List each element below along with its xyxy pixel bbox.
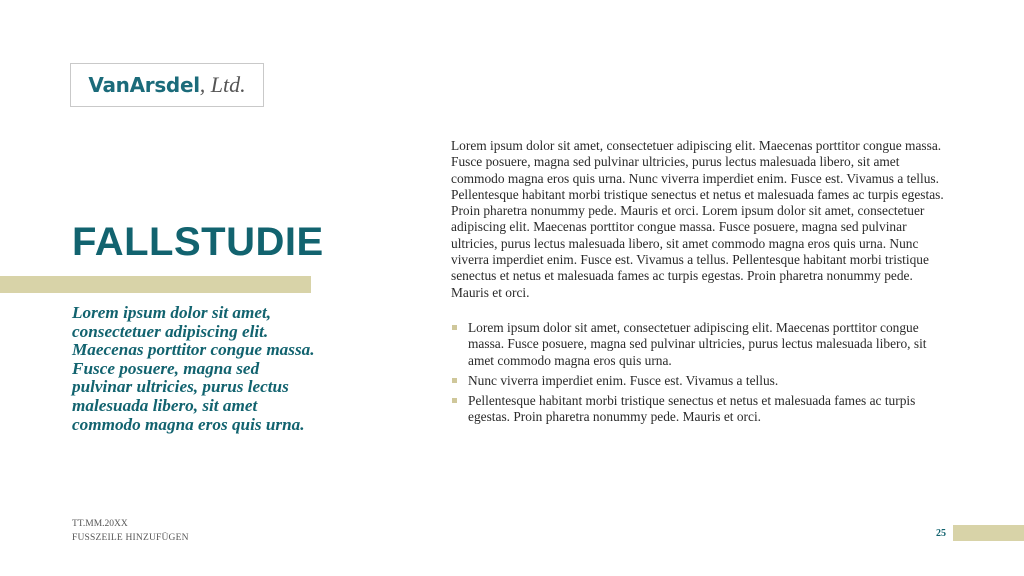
bullet-text: Pellentesque habitant morbi tristique senectus et netus et malesuada fames ac turpis egestas. Proin pharetra nonummy pede. Mauris et orci. <box>468 393 916 425</box>
logo-brand: VanArsdel <box>88 73 200 97</box>
footer-date: TT.MM.20XX <box>72 519 128 529</box>
bullet-list <box>451 320 951 426</box>
title-accent-bar <box>0 276 311 293</box>
bullet-square-icon <box>452 398 457 403</box>
bullet-item <box>451 320 951 369</box>
bullet-item <box>451 393 951 426</box>
slide-title: FALLSTUDIE <box>72 220 324 264</box>
company-logo <box>70 63 264 107</box>
bullet-square-icon <box>452 325 457 330</box>
slide-subtitle: Lorem ipsum dolor sit amet, consectetuer adipiscing elit. Maecenas porttitor congue massa. Fusce posuere, magna sed pulvinar ultricies, purus lectus malesuada libero, sit amet commodo magna eros quis urna. <box>72 303 315 434</box>
bullet-text: Lorem ipsum dolor sit amet, consectetuer adipiscing elit. Maecenas porttitor congue massa. Fusce posuere, magna sed pulvinar ultricies, purus lectus malesuada libero, sit amet commodo magna eros quis urna. <box>468 319 927 368</box>
footer-text: FUSSZEILE HINZUFÜGEN <box>72 533 189 543</box>
bullet-text: Nunc viverra imperdiet enim. Fusce est. Vivamus a tellus. <box>468 372 779 388</box>
page-accent-bar <box>953 525 1024 541</box>
bullet-item <box>451 373 951 389</box>
bullet-square-icon <box>452 378 457 383</box>
logo-suffix: , Ltd. <box>199 72 246 97</box>
body-paragraph: Lorem ipsum dolor sit amet, consectetuer adipiscing elit. Maecenas porttitor congue massa. Fusce posuere, magna sed pulvinar ultricies, purus lectus malesuada libero, sit amet commodo magna eros quis urna. Nunc viverra imperdiet enim. Fusce est. Vivamus a tellus. Pellentesque habitant morbi tristique senectus et netus et malesuada fames ac turpis egestas. Proin pharetra nonummy pede. Mauris et orci. Lorem ipsum dolor sit amet, consectetuer adipiscing elit. Maecenas porttitor congue massa. Fusce posuere, magna sed pulvinar ultricies, purus lectus malesuada libero, sit amet commodo magna eros quis urna. Nunc viverra imperdiet enim. Fusce est. Vivamus a tellus. Pellentesque habitant morbi tristique senectus et netus et malesuada fames ac turpis egestas. Proin pharetra nonummy pede. Mauris et orci. <box>451 138 944 300</box>
page-number: 25 <box>936 528 946 539</box>
body-content <box>451 138 951 430</box>
